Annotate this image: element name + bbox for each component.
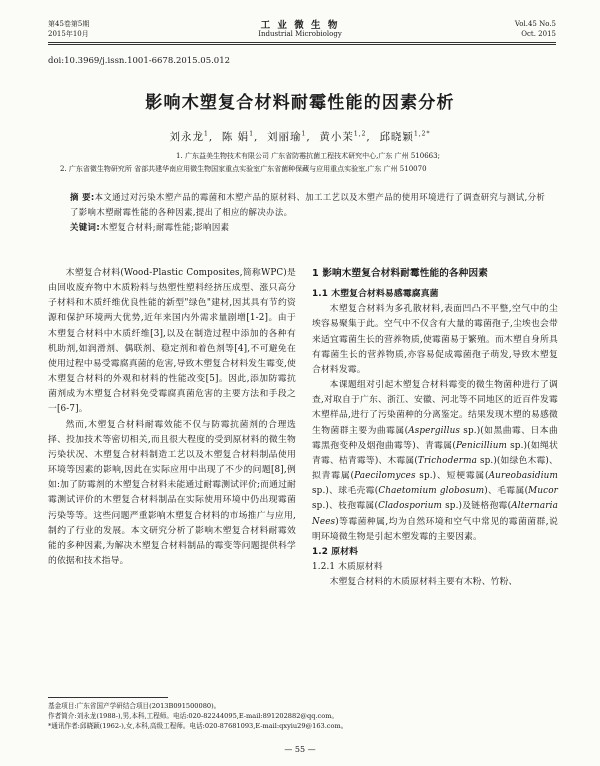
- right-column: [312, 266, 558, 590]
- author-affil-mark: 1: [249, 130, 255, 138]
- doi: doi:10.3969/j.issn.1001-6678.2015.05.012: [48, 56, 231, 66]
- author-name: 邱晓颖: [379, 131, 414, 143]
- affiliation: 1. 广东益美生物技术有限公司 广东省防霉抗菌工程技术研究中心,广东 广州 510663;: [176, 152, 440, 160]
- header-volume-en: Vol.45 No.5: [514, 20, 556, 28]
- footnote: *通讯作者:邱晓颖(1962-),女,本科,高级工程师。电话:020-87681093,E-mail:qxyiu29@163.com。: [48, 722, 348, 730]
- affiliation: 2. 广东省微生物研究所 省部共建华南应用微生物国家重点实验室广东省菌种保藏与应用重点实验室,广东 广州 510070: [60, 165, 427, 173]
- header-journal-en: Industrial Microbiology: [258, 30, 342, 38]
- author-list: 刘永龙$^1$, 陈 娟$^1$, 刘丽瑜$^1$, 黄小茉$^{1,2}$, 邱晓颖$^{1,2*}$: [169, 130, 431, 143]
- page-title: 影响木塑复合材料耐霉性能的因素分析: [145, 93, 455, 113]
- author-name: 黄小茉: [319, 131, 354, 143]
- subsection-heading: 1.1 木塑复合材料易感霉腐真菌: [312, 289, 439, 300]
- keywords-text: 木塑复合材料;耐霉性能;影响因素: [100, 222, 230, 232]
- author-name: 刘永龙: [169, 131, 204, 143]
- author-affil-mark: 1,2: [353, 130, 367, 138]
- abstract: [70, 190, 548, 235]
- header-date-cn: 2015年10月: [48, 30, 89, 38]
- paragraph: 木塑复合材料为多孔散材料,表面凹凸不平整,空气中的尘埃容易聚集于此。空气中不仅含有大量的霉菌孢子,尘埃也会带来适宜霉菌生长的营养物质,使霉菌易于繁殖。而木塑自身所具有霉菌生长的营养物质,亦容易促成霉菌孢子萌发,导致木塑复合材料发霉。: [312, 304, 558, 375]
- left-column: [48, 266, 296, 569]
- subsection-heading: 1.2 原材料: [312, 546, 359, 557]
- header-date-en: Oct. 2015: [521, 30, 556, 38]
- paragraph: 木塑复合材料的木质原材料主要有木粉、竹粉、: [329, 577, 518, 588]
- paragraph: 本课题组对引起木塑复合材料霉变的微生物菌种进行了调查,对取自于广东、浙江、安徽、河北等不同地区的近百件发霉木塑样品,进行了污染菌种的分离鉴定。结果发现木塑的易感微生物菌群主要为曲霉属(Aspergillus sp.)(如黑曲霉、日本曲霉黑孢变种及烟孢曲霉等)、青霉属(Penicillium sp.)(如绳状青霉、桔青霉等)、木霉属(Trichoderma sp.)(如绿色木霉)、拟青霉属(Paecilomyces sp.)、短梗霉属(Aureobasidium sp.)、球毛壳霉(Chaetomium globosum)、毛霉属(Mucor sp.)、枝孢霉属(Cladosporium sp.)及链格孢霉(Alternaria Nees)等霉菌种属,均为自然环境和空气中常见的霉菌菌群,说明环境微生物是引起木塑发霉的主要因素。: [312, 380, 559, 542]
- page-number: — 55 —: [284, 745, 316, 754]
- author-name: 陈 娟: [221, 131, 250, 143]
- paragraph: 然而,木塑复合材料耐霉效能不仅与防霉抗菌剂的合理选择、投加技术等密切相关,而且很大程度的受到原材料的微生物污染状况、木塑复合材料制造工艺以及木塑复合材料制品使用环境等因素的影响,因此在实际应用中出现了不少的问题[8],例如:加了防霉剂的木塑复合材料未能通过耐霉测试评价;而通过耐霉测试评价的木塑复合材料制品在实际使用环境中仍出现霉菌污染等等。这些问题严重影响木塑复合材料的市场推广与应用,制约了行业的发展。本文研究分析了影响木塑复合材料耐霉效能的多种因素,为解决木塑复合材料制品的霉变等问题提供科学的依据和技术指导。: [48, 419, 296, 566]
- author-name: 刘丽瑜: [267, 131, 302, 143]
- author-affil-mark: 1,2*: [413, 130, 431, 138]
- keywords-label: 关键词:: [70, 222, 101, 232]
- footnote: 基金项目:广东省国产学研结合项目(2013B091500080)。: [48, 702, 221, 710]
- header-rule-2: [48, 44, 556, 45]
- footnotes: [48, 701, 556, 731]
- subsubsection-heading: 1.2.1 木质原材料: [312, 561, 383, 572]
- abstract-label: 摘 要:: [70, 192, 95, 202]
- author-affil-mark: 1: [301, 130, 307, 138]
- header-rule: [48, 42, 556, 43]
- abstract-text: 本文通过对污染木塑产品的霉菌和木塑产品的原材料、加工工艺以及木塑产品的使用环境进行了调查研究与测试,分析了影响木塑耐霉性能的各种因素,提出了相应的解决办法。: [70, 192, 546, 217]
- author-affil-mark: 1: [204, 130, 209, 138]
- paragraph: 木塑复合材料(Wood-Plastic Composites,简称WPC)是由回收废弃物中木质粉料与热塑性塑料经挤压成型、涨只高分子材料和木质纤维优良性能的新型"绿色"建材,因其具有节约资源和保护环境两大优势,近年来国内外需求量剧增[1-2]。由于木塑复合材料中木质纤维[3],以及在制造过程中添加的各种有机助剂,如润滑剂、偶联剂、稳定剂和着色剂等[4],不可避免在使用过程中易受霉腐真菌的危害,导致木塑复合材料发生霉变,使木塑复合材料的外观和材料的性能改变[5]。因此,添加防霉抗菌剂成为木塑复合材料免受霉腐真菌危害的主要方法和手段之一[6-7]。: [48, 268, 296, 415]
- footnote-rule: [48, 697, 168, 698]
- header-volume-cn: 第45卷第5期: [48, 20, 90, 28]
- footnote: 作者简介:刘永龙(1988-),男,本科,工程师。电话:020-82244095,E-mail:891202882@qq.com。: [48, 712, 339, 720]
- header-journal-cn: 工 业 微 生 物: [260, 20, 340, 31]
- section-heading: 1 影响木塑复合材料耐霉性能的各种因素: [312, 268, 488, 279]
